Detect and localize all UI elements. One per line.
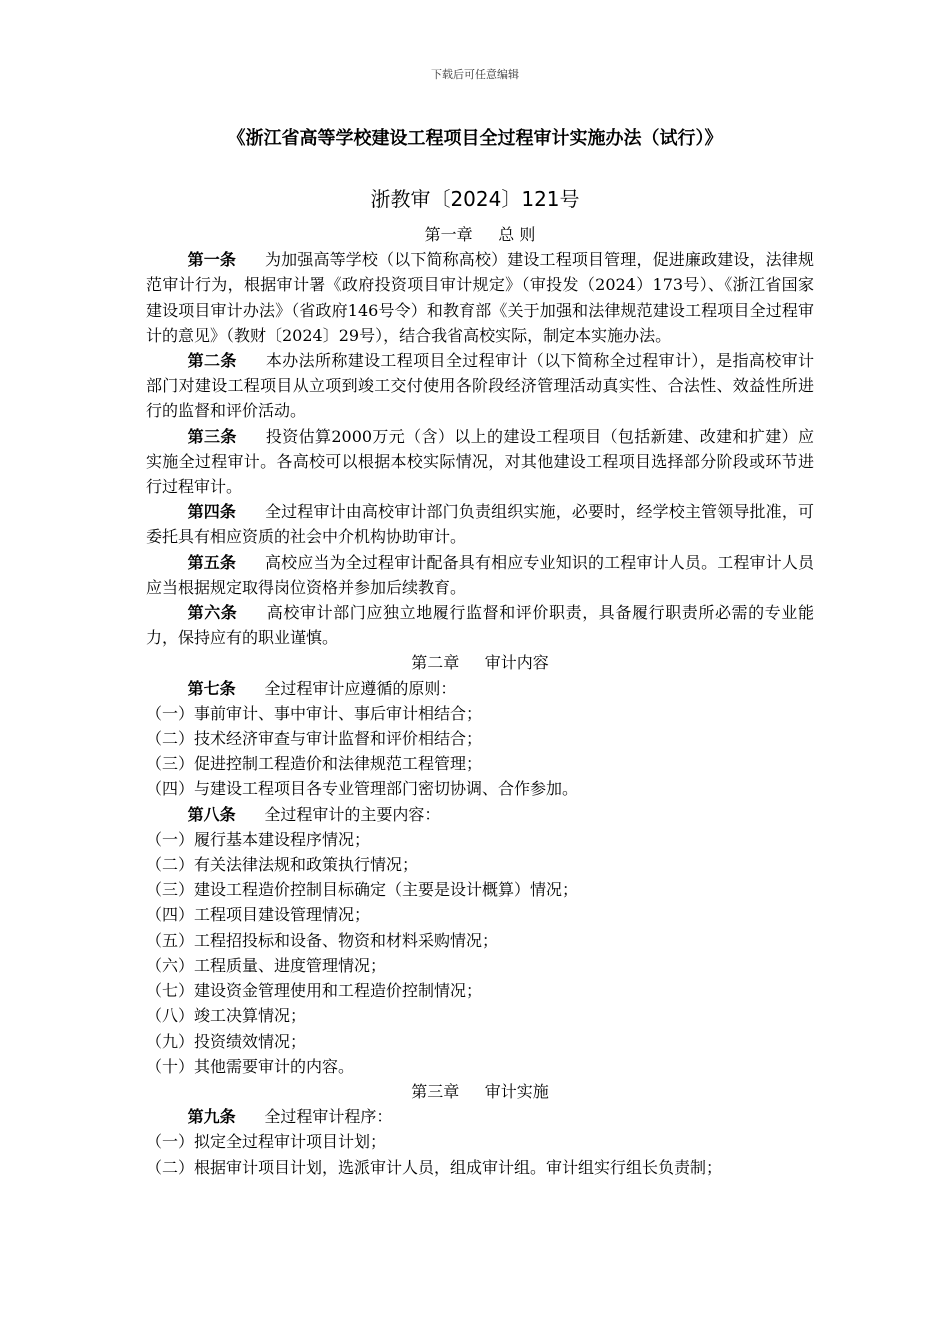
article (146, 600, 814, 650)
list-item: （二）有关法律法规和政策执行情况； (146, 855, 419, 875)
chapter-number: 第二章 (411, 653, 460, 673)
chapter-heading (146, 1079, 814, 1104)
document-body (146, 222, 814, 1180)
chapter-name: 总 则 (498, 225, 536, 244)
list-item: （四）工程项目建设管理情况； (146, 905, 371, 925)
article-label: 第一条 (187, 250, 237, 270)
article-label: 第六条 (187, 603, 238, 623)
article-text: 全过程审计应遵循的原则： (264, 678, 457, 698)
list-item: （二）根据审计项目计划，选派审计人员，组成审计组。审计组实行组长负责制； (146, 1157, 723, 1177)
list-item: （一）事前审计、事中审计、事后审计相结合； (146, 703, 483, 723)
article (146, 802, 814, 827)
list-item: （三）建设工程造价控制目标确定（主要是设计概算）情况； (146, 880, 579, 900)
chapter-heading (146, 222, 814, 247)
list-item: （九）投资绩效情况； (146, 1031, 307, 1051)
list-item: （六）工程质量、进度管理情况； (146, 955, 387, 975)
article-text: 本办法所称建设工程项目全过程审计（以下简称全过程审计），是指高校审计部门对建设工程项目从立项到竣工交付使用各阶段经济管理活动真实性、合法性、效益性所进行的监督和评价活动。 (146, 351, 814, 421)
list-item: （三）促进控制工程造价和法律规范工程管理； (146, 754, 483, 774)
article-label: 第九条 (187, 1107, 236, 1127)
chapter-name: 审计内容 (484, 653, 549, 673)
list-item: （一）履行基本建设程序情况； (146, 829, 371, 849)
list-item: （七）建设资金管理使用和工程造价控制情况； (146, 981, 483, 1001)
article-label: 第七条 (187, 678, 236, 698)
article-label: 第四条 (187, 502, 237, 522)
article-label: 第二条 (187, 351, 237, 371)
article (146, 247, 814, 348)
list-item: （一）拟定全过程审计项目计划； (146, 1132, 387, 1152)
article-label: 第三条 (187, 426, 237, 446)
list-item: （四）与建设工程项目各专业管理部门密切协调、合作参加。 (146, 779, 579, 799)
article-text: 为加强高等学校（以下简称高校）建设工程项目管理，促进廉政建设，法律规范审计行为，根据审计署《政府投资项目审计规定》（审投发（2024）173号）、《浙江省国家建设项目审计办法》（省政府146号令）和教育部《关于加强和法律规范建设工程项目全过程审计的意见》（教财〔2024〕29号），结合我省高校实际，制定本实施办法。 (146, 250, 814, 345)
article-text: 高校审计部门应独立地履行监督和评价职责，具备履行职责所必需的专业能力，保持应有的职业谨慎。 (146, 603, 814, 648)
article (146, 550, 814, 600)
document-number: 浙教审〔2024〕121号 (370, 187, 580, 211)
article-text: 全过程审计由高校审计部门负责组织实施，必要时，经学校主管领导批准，可委托具有相应资质的社会中介机构协助审计。 (146, 502, 814, 547)
list-item: （五）工程招投标和设备、物资和材料采购情况； (146, 930, 499, 950)
chapter-name: 审计实施 (484, 1081, 549, 1101)
list-item: （十）其他需要审计的内容。 (146, 1056, 355, 1076)
chapter-heading (146, 650, 814, 675)
chapter-number: 第一章 (424, 225, 473, 244)
list-item: （二）技术经济审查与审计监督和评价相结合； (146, 729, 483, 749)
article-text: 全过程审计程序： (264, 1107, 393, 1127)
list-item: （八）竣工决算情况； (146, 1006, 307, 1026)
article-label: 第五条 (187, 552, 237, 572)
article (146, 676, 814, 701)
article-text: 全过程审计的主要内容： (264, 804, 441, 824)
article (146, 424, 814, 500)
document-title: 《浙江省高等学校建设工程项目全过程审计实施办法（试行）》 (227, 128, 723, 149)
article-label: 第八条 (187, 804, 236, 824)
article-text: 投资估算2000万元（含）以上的建设工程项目（包括新建、改建和扩建）应实施全过程审计。各高校可以根据本校实际情况，对其他建设工程项目选择部分阶段或环节进行过程审计。 (146, 426, 814, 497)
chapter-number: 第三章 (411, 1081, 460, 1101)
article-text: 高校应当为全过程审计配备具有相应专业知识的工程审计人员。工程审计人员应当根据规定取得岗位资格并参加后续教育。 (146, 552, 814, 597)
article (146, 348, 814, 424)
header-note: 下载后可任意编辑 (431, 68, 519, 81)
article (146, 1104, 814, 1129)
article (146, 499, 814, 549)
